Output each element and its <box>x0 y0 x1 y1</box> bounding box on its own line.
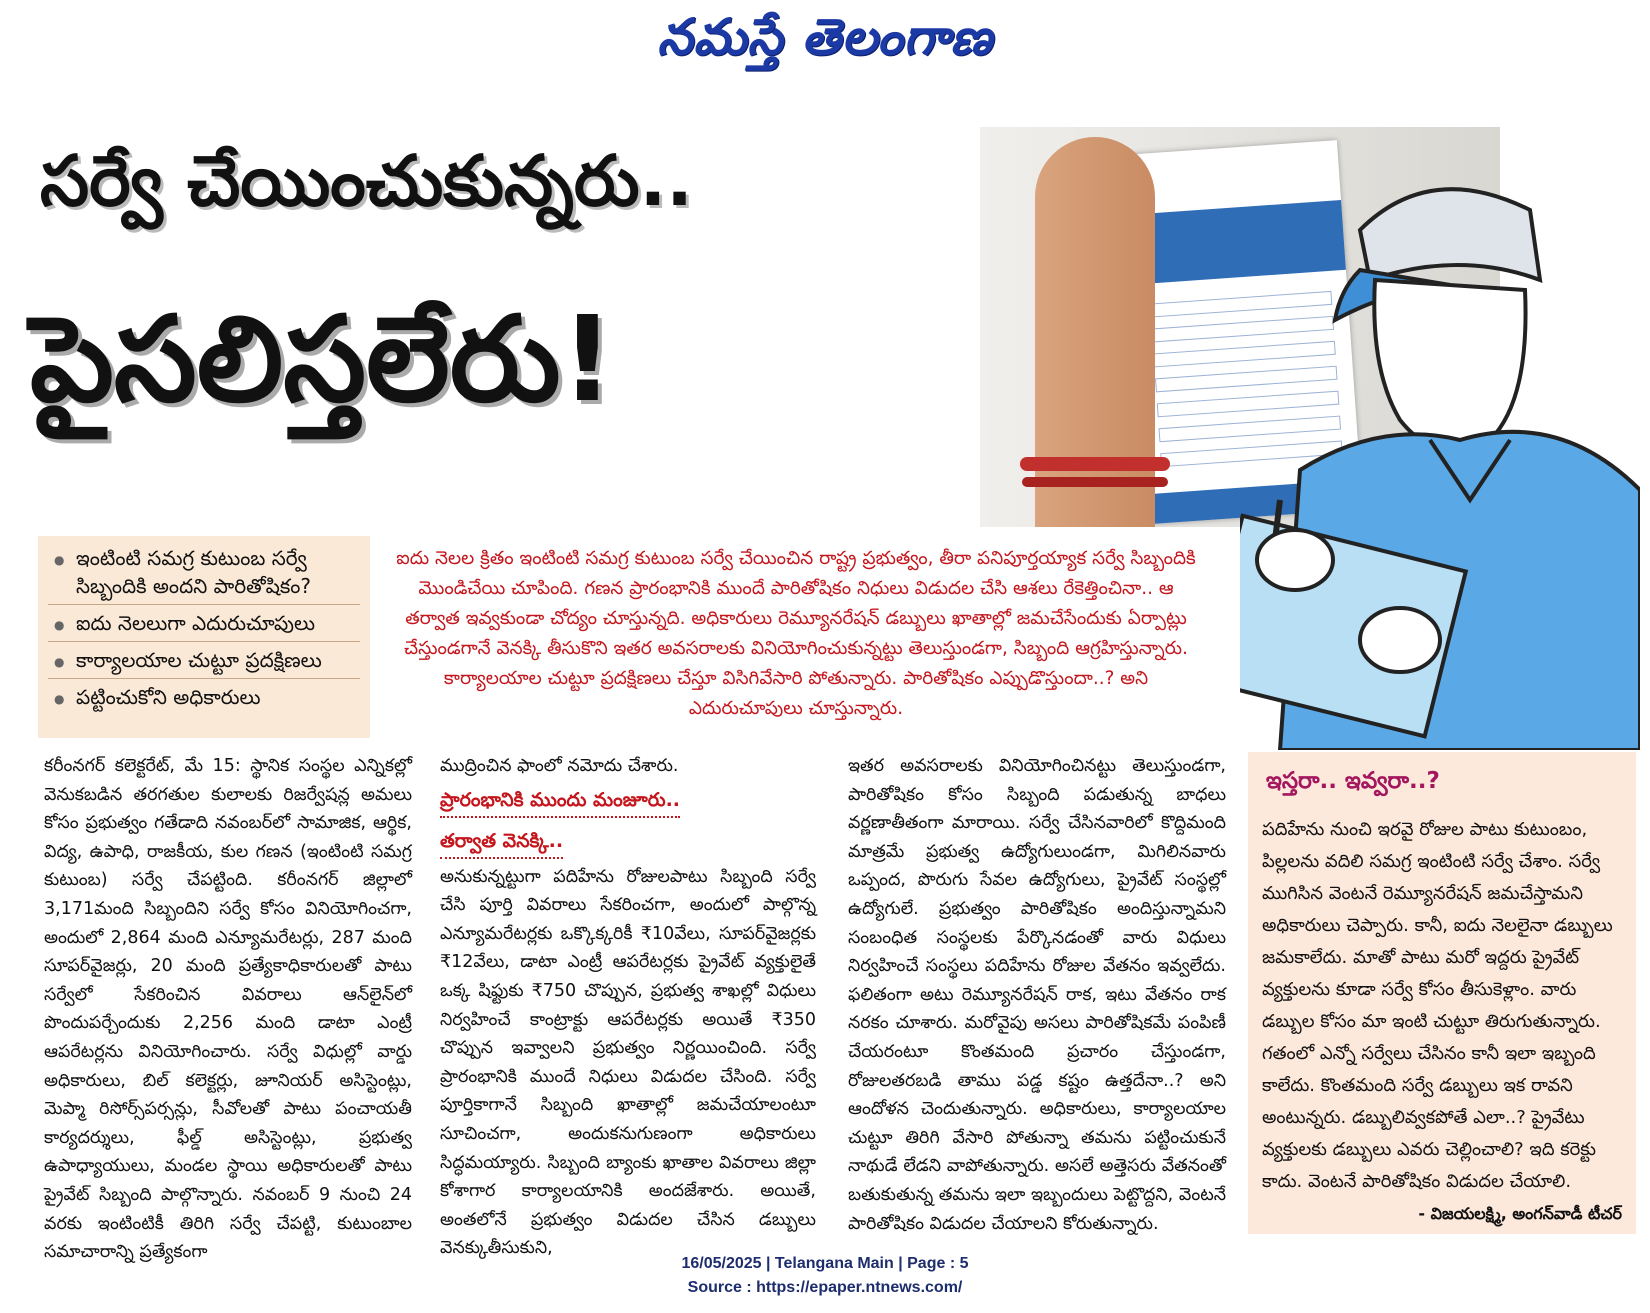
headline-line-1: సర్వే చేయించుకున్నరు.. <box>40 140 693 222</box>
enumerator-illustration <box>1240 170 1640 750</box>
subheading-1: ప్రారంభానికి ముందు మంజూరు.. <box>440 785 680 818</box>
quote-sidebox <box>1248 752 1636 1234</box>
masthead <box>0 8 1650 79</box>
highlight-item: ● ఇంటింటి సమగ్ర కుటుంబ సర్వే సిబ్బందికి అందని పారితోషికం? <box>48 540 360 605</box>
column-3-text: ఇతర అవసరాలకు వినియోగించినట్టు తెలుస్తుండగా, పారితోషికం కోసం సిబ్బంది పడుతున్న బాధలు వర్ణణాతీతంగా మారాయి. సర్వే చేసినవారిలో కొద్దిమంది మాత్రమే ప్రభుత్వ ఉద్యోగులుండగా, మిగిలినవారు ఒప్పంద, పొరుగు సేవల ఉద్యోగులు, ప్రైవేట్ సంస్థల్లో ఉద్యోగులే. ప్రభుత్వం పారితోషికం అందిస్తున్నామని సంబంధిత సంస్థలకు పేర్కొనడంతో వారు విధులు నిర్వహించే సంస్థలు పదిహేను రోజుల వేతనం ఇవ్వలేదు. ఫలితంగా అటు రెమ్యూనరేషన్ రాక, ఇటు వేతనం రాక నరకం చూశారు. మరోవైపు అసలు పారితోషికమే పంపిణీ చేయరంటూ కొంతమంది ప్రచారం చేస్తుండగా, రోజులతరబడి తాము పడ్డ కష్టం ఉత్తదేనా..? అని ఆందోళన చెందుతున్నారు. అధికారులు, కార్యాలయాల చుట్టూ తిరిగి వేసారి పోతున్నా తమను పట్టించుకునే నాథుడే లేడని వాపోతున్నారు. అసలే అత్తెసరు వేతనంతో బతుకుతున్న తమను ఇలా ఇబ్బందులు పెట్టొద్దని, వెంటనే పారితోషికం విడుదల చేయాలని కోరుతున్నారు. <box>848 756 1226 1234</box>
highlight-item: ● ఐదు నెలలుగా ఎదురుచూపులు <box>48 605 360 642</box>
intro-paragraph: ఐదు నెలల క్రితం ఇంటింటి సమగ్ర కుటుంబ సర్వే చేయించిన రాష్ట్ర ప్రభుత్వం, తీరా పనిపూర్తయ్యాక సర్వే సిబ్బందికి మొండిచేయి చూపింది. గణన ప్రారంభానికి ముందే పారితోషికం నిధులు విడుదల చేసి ఆశలు రేకెత్తించినా.. ఆ తర్వాత ఇవ్వకుండా చోద్యం చూస్తున్నది. అధికారులు రెమ్యూనరేషన్ డబ్బులు ఖాతాల్లో జమచేసేందుకు ఏర్పాట్లు చేస్తుండగానే వెనక్కి తీసుకొని ఇతర అవసరాలకు వినియోగించుకున్నట్టు తెలుస్తుండగా, సిబ్బంది ఆగ్రహిస్తున్నారు. కార్యాలయాల చుట్టూ ప్రదక్షిణలు చేస్తూ విసిగివేసారి పోతున్నారు. పారితోషికం ఎప్పుడొస్తుందా..? అని ఎదురుచూపులు చూస్తున్నారు. <box>396 548 1196 719</box>
page-footer <box>0 1252 1650 1300</box>
newspaper-logo: నమస్తే తెలంగాణ <box>657 8 993 66</box>
highlight-item: ● పట్టించుకోని అధికారులు <box>48 679 360 715</box>
sidebox-title: ఇస్తరా.. ఇవ్వరా..? <box>1266 768 1440 794</box>
article-column-3 <box>848 752 1226 1238</box>
footer-source-link[interactable]: Source : https://epaper.ntnews.com/ <box>687 1279 963 1296</box>
headline-line-2: పైసలిస్తలేరు! <box>30 290 615 428</box>
article-column-1 <box>44 752 412 1267</box>
column-2-top-text: ముద్రించిన ఫాంలో నమోదు చేశారు. <box>440 756 679 776</box>
sidebox-signature: - విజయలక్ష్మి, అంగన్‌వాడీ టీచర్ <box>1418 1204 1622 1223</box>
footer-date-page: 16/05/2025 | Telangana Main | Page : 5 <box>681 1255 969 1272</box>
subheading-2: తర్వాత వెనక్కి.. <box>440 826 563 859</box>
column-1-text: కరీంనగర్ కలెక్టరేట్, మే 15: స్థానిక సంస్థల ఎన్నికల్లో వెనుకబడిన తరగతుల కులాలకు రిజర్వేషన్ల అమలు కోసం ప్రభుత్వం గతేడాది నవంబర్‌లో సామాజిక, ఆర్థిక, విద్య, ఉపాధి, రాజకీయ, కుల గణన (ఇంటింటి సమగ్ర కుటుంబ) సర్వే చేపట్టింది. కరీంనగర్ జిల్లాలో 3,171మంది సిబ్బందిని సర్వే కోసం వినియోగించగా, అందులో 2,864 మంది ఎన్యూమరేటర్లు, 287 మంది సూపర్‌వైజర్లు, 20 మంది ప్రత్యేకాధికారులతో పాటు సర్వేలో సేకరించిన వివరాలు ఆన్‌లైన్‌లో పొందుపర్చేందుకు 2,256 మంది డాటా ఎంట్రీ ఆపరేటర్లను వినియోగించారు. సర్వే విధుల్లో వార్డు అధికారులు, బిల్ కలెక్టర్లు, జూనియర్ అసిస్టెంట్లు, మెప్మా రిసోర్స్‌పర్సన్లు, సీవోలతో పాటు పంచాయతీ కార్యదర్శులు, ఫీల్డ్ అసిస్టెంట్లు, ప్రభుత్వ ఉపాధ్యాయులు, మండల స్థాయి అధికారులతో పాటు ప్రైవేట్ సిబ్బంది పాల్గొన్నారు. నవంబర్ 9 నుంచి 24 వరకు ఇంటింటికీ తిరిగి సర్వే చేపట్టి, కుటుంబాల సమాచారాన్ని ప్రత్యేకంగా <box>44 756 412 1263</box>
column-2-body-text: అనుకున్నట్టుగా పదిహేను రోజులపాటు సిబ్బంది సర్వే చేసి పూర్తి వివరాలు సేకరించగా, అందులో పాల్గొన్న ఎన్యూమరేటర్లకు ఒక్కొక్కరికీ ₹10వేలు, సూపర్‌వైజర్లకు ₹12వేలు, డాటా ఎంట్రీ ఆపరేటర్లకు ప్రైవేట్ వ్యక్తులైతే ఒక్క షిఫ్టుకు ₹750 చొప్పున, ప్రభుత్వ శాఖల్లో విధులు నిర్వహించే కాంట్రాక్టు ఆపరేటర్లకు అయితే ₹350 చొప్పున ఇవ్వాలని ప్రభుత్వం నిర్ణయించింది. సర్వే ప్రారంభానికి ముందే నిధులు విడుదల చేసింది. సర్వే పూర్తికాగానే సిబ్బంది ఖాతాల్లో జమచేయాలంటూ సూచించగా, అందుకనుగుణంగా అధికారులు సిద్ధమయ్యారు. సిబ్బంది బ్యాంకు ఖాతాల వివరాలు జిల్లా కోశాగార కార్యాలయానికి అందజేశారు. అయితే, అంతలోనే ప్రభుత్వం విడుదల చేసిన డబ్బులు వెనక్కుతీసుకుని, <box>440 866 816 1259</box>
highlights-box <box>38 536 370 738</box>
article-column-2 <box>440 752 816 1263</box>
sidebox-text: పదిహేను నుంచి ఇరవై రోజుల పాటు కుటుంబం, పిల్లలను వదిలి సమగ్ర ఇంటింటి సర్వే చేశాం. సర్వే ముగిసిన వెంటనే రెమ్యూనరేషన్ జమచేస్తామని అధికారులు చెప్పారు. కానీ, ఐదు నెలలైనా డబ్బులు జమకాలేదు. మాతో పాటు మరో ఇద్దరు ప్రైవేట్ వ్యక్తులను కూడా సర్వే కోసం తీసుకెళ్లాం. వారు డబ్బుల కోసం మా ఇంటి చుట్టూ తిరుగుతున్నారు. గతంలో ఎన్నో సర్వేలు చేసినం కానీ ఇలా ఇబ్బంది కాలేదు. కొంతమంది సర్వే డబ్బులు ఇక రావని అంటున్నరు. డబ్బులివ్వకపోతే ఎలా..? ప్రైవేటు వ్యక్తులకు డబ్బులు ఎవరు చెల్లించాలి? ఇది కరెక్టు కాదు. వెంటనే పారితోషికం విడుదల చేయాలి. <box>1262 819 1613 1192</box>
highlight-item: ● కార్యాలయాల చుట్టూ ప్రదక్షిణలు <box>48 642 360 679</box>
